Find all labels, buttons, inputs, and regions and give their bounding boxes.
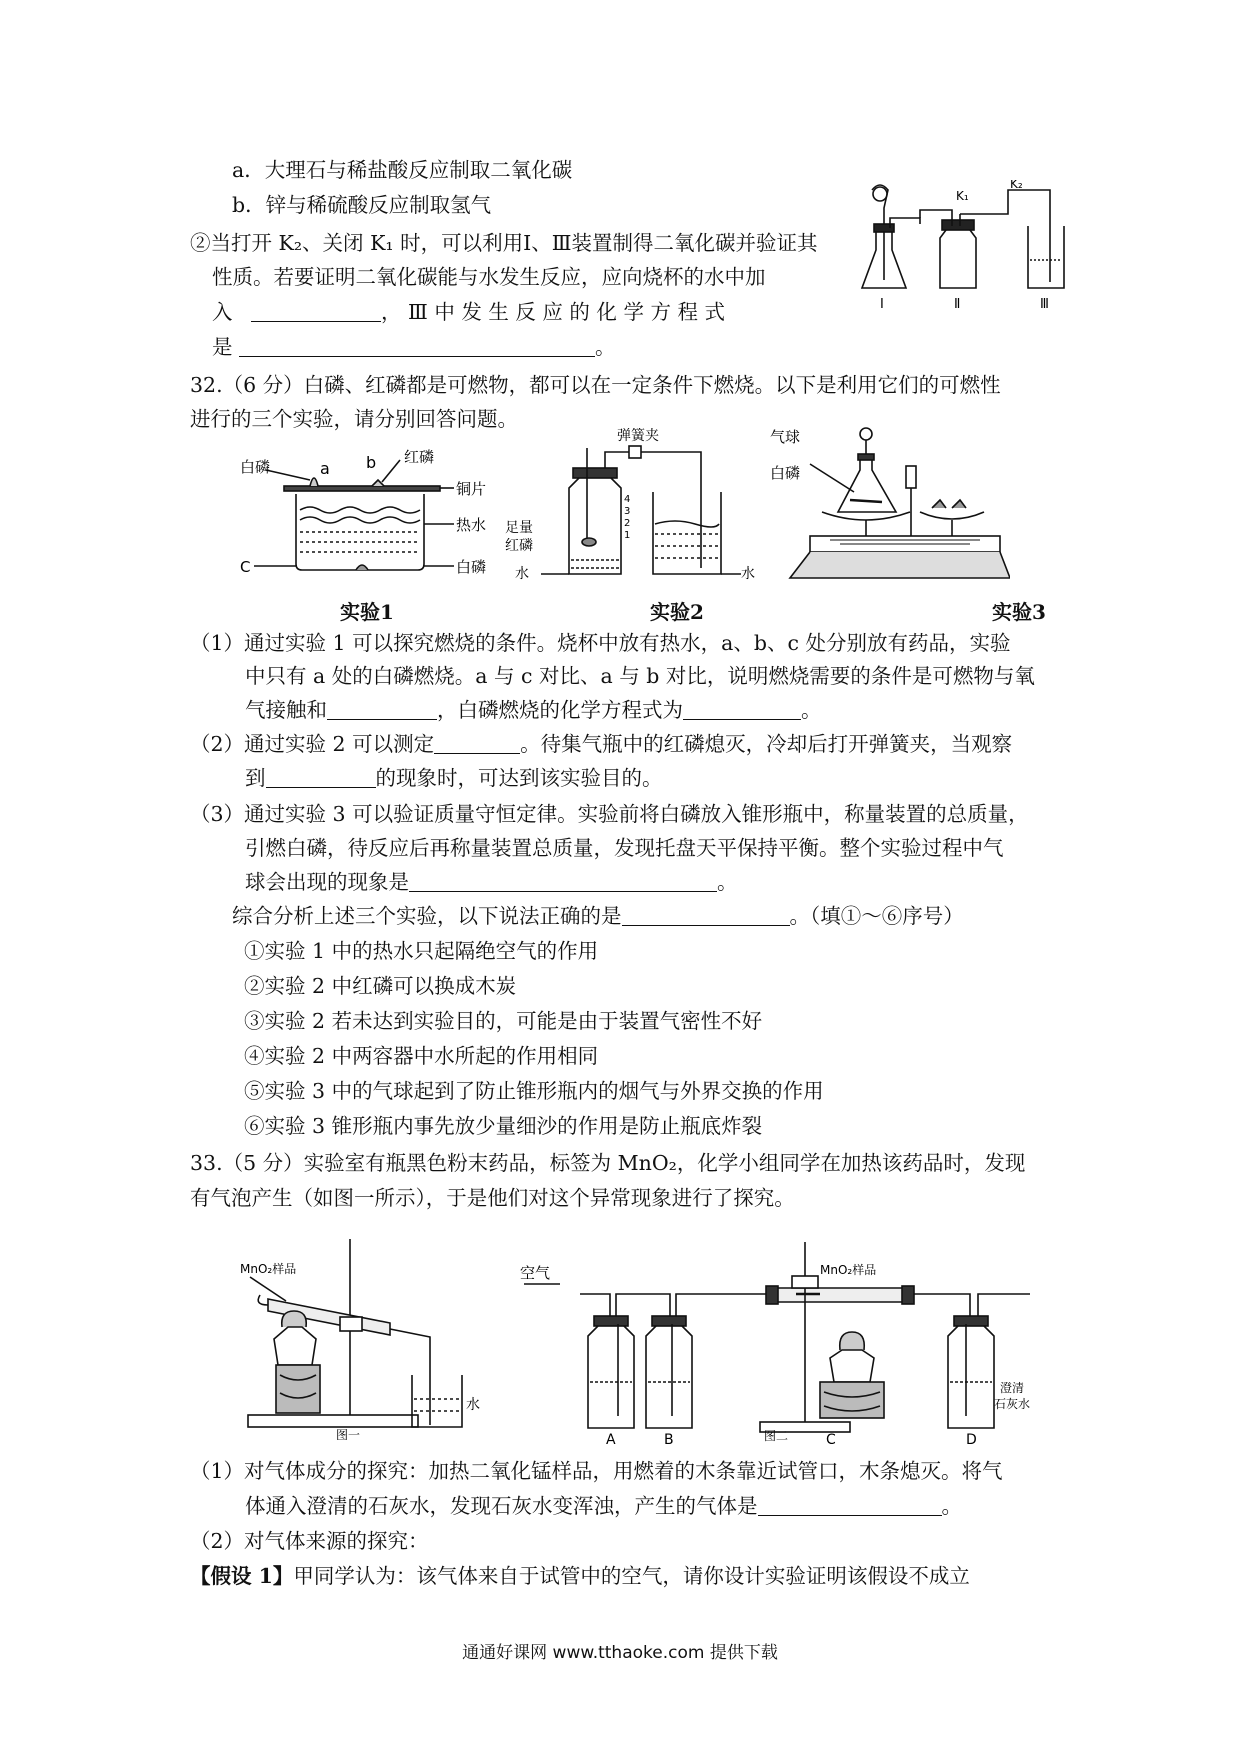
q32-sub1-line3-mid: ，白磷燃烧的化学方程式为: [437, 698, 683, 722]
q31-label-i: Ⅰ: [880, 297, 884, 312]
q32-blank-balloon[interactable]: [409, 871, 717, 892]
page-footer: 通通好课网 www.tthaoke.com 提供下载: [462, 1643, 778, 1663]
exp2-label-water-right: 水: [741, 566, 755, 582]
exp2-mark-1: 1: [624, 530, 631, 541]
q33-fig2-label-sample: MnO₂样品: [820, 1263, 877, 1277]
q33-hypothesis1-text: 甲同学认为：该气体来自于试管中的空气，请你设计实验证明该假设不成立: [293, 1564, 970, 1588]
q33-fig2-label-air: 空气: [520, 1264, 551, 1282]
q32-blank-phenomenon[interactable]: [266, 767, 376, 788]
q32-option-3: ③实验 2 若未达到实验目的，可能是由于装置气密性不好: [244, 1009, 763, 1033]
q33-figure1: [240, 1235, 510, 1440]
q32-caption-experiment1: 实验1: [340, 600, 394, 624]
q32-intro-line2: 进行的三个实验，请分别回答问题。: [190, 407, 518, 431]
q32-experiment1-figure: [240, 440, 500, 580]
exp2-label-clamp: 弹簧夹: [617, 428, 659, 444]
q33-sub1-line1: （1）对气体成分的探究：加热二氧化锰样品，用燃着的木条靠近试管口，木条熄灭。将气: [190, 1459, 1003, 1483]
q31-part2-line3-end: ， Ⅲ 中 发 生 反 应 的 化 学 方 程 式: [381, 300, 725, 324]
q32-sub2-line1-start: （2）通过实验 2 可以测定: [190, 732, 435, 756]
q32-option-4: ④实验 2 中两容器中水所起的作用相同: [244, 1044, 599, 1068]
q32-sub3-line2: 引燃白磷，待反应后再称量装置总质量，发现托盘天平保持平衡。整个实验过程中气: [245, 836, 1004, 860]
exp1-label-white-phosphorus: 白磷: [240, 458, 271, 476]
q33-sub1-line2: [245, 1493, 962, 1519]
q32-blank-correct-options[interactable]: [622, 905, 790, 926]
q33-sub2: （2）对气体来源的探究：: [190, 1529, 429, 1553]
q33-fig1-label-sample: MnO₂样品: [240, 1262, 297, 1276]
q33-figure2: [520, 1232, 1040, 1447]
exp3-label-white-phosphorus: 白磷: [770, 464, 801, 482]
q31-apparatus-figure: [860, 180, 1070, 315]
q32-option-5: ⑤实验 3 中的气球起到了防止锥形瓶内的烟气与外界交换的作用: [244, 1079, 824, 1103]
q32-summary: [232, 903, 964, 929]
q31-part2-line3-start: 入: [212, 300, 233, 324]
q31-label-ii: Ⅱ: [954, 297, 961, 312]
q32-summary-start: 综合分析上述三个实验，以下说法正确的是: [232, 904, 622, 928]
q31-part2-line4: [212, 334, 616, 360]
q33-blank-gas[interactable]: [758, 1495, 942, 1516]
q33-intro-line1: 33.（5 分）实验室有瓶黑色粉末药品，标签为 MnO₂，化学小组同学在加热该药品时，发现: [190, 1151, 1026, 1175]
q33-fig2-caption: 图二: [764, 1429, 789, 1443]
q32-caption-experiment3: 实验3: [992, 600, 1046, 624]
q32-experiment2-figure: [505, 428, 755, 588]
q33-sub1-line2-end: 。: [941, 1494, 962, 1518]
q31-blank-reagent[interactable]: [251, 301, 381, 322]
q32-experiment3-figure: [770, 420, 1010, 585]
q32-sub1-line2: 中只有 a 处的白磷燃烧。a 与 c 对比、a 与 b 对比，说明燃烧需要的条件是可燃物与氧: [245, 664, 1035, 688]
q32-sub2-line2-start: 到: [245, 766, 266, 790]
q31-part2-line4-end: 。: [595, 335, 616, 359]
q33-fig2-label-clear: 澄清: [1000, 1381, 1025, 1395]
q32-sub3-line1: （3）通过实验 3 可以验证质量守恒定律。实验前将白磷放入锥形瓶中，称量装置的总质量，: [190, 802, 1029, 826]
exp2-mark-2: 2: [624, 518, 631, 529]
q31-part2-line2: 性质。若要证明二氧化碳能与水发生反应，应向烧杯的水中加: [212, 265, 766, 289]
q32-sub1-line3: [245, 697, 822, 723]
q32-blank-condition[interactable]: [327, 699, 437, 720]
exp1-label-b: b: [366, 453, 377, 472]
exp1-label-a: a: [320, 459, 330, 478]
q32-sub1-line1: （1）通过实验 1 可以探究燃烧的条件。烧杯中放有热水，a、b、c 处分别放有药品，实验: [190, 631, 1011, 655]
q31-option-a: a．大理石与稀盐酸反应制取二氧化碳: [232, 158, 573, 182]
exp2-label-red-phosphorus: 红磷: [505, 538, 533, 554]
exp2-mark-3: 3: [624, 506, 631, 517]
q33-fig1-label-water: 水: [466, 1397, 480, 1413]
exp1-label-c: C: [240, 558, 251, 576]
exp2-label-water-left: 水: [515, 566, 529, 582]
q33-intro-line2: 有气泡产生（如图一所示），于是他们对这个异常现象进行了探究。: [190, 1186, 795, 1210]
q33-fig1-caption: 图一: [336, 1428, 361, 1440]
q33-sub1-line2-start: 体通入澄清的石灰水，发现石灰水变浑浊，产生的气体是: [245, 1494, 758, 1518]
q33-fig2-label-limewater: 石灰水: [994, 1397, 1031, 1411]
q33-hypothesis1-tag: 【假设 1】: [190, 1564, 294, 1588]
q33-fig2-label-d: D: [966, 1432, 977, 1447]
q32-sub1-line3-start: 气接触和: [245, 698, 327, 722]
q32-option-2: ②实验 2 中红磷可以换成木炭: [244, 974, 517, 998]
q32-summary-end: 。（填①～⑥序号）: [789, 904, 964, 928]
exp1-label-red-phosphorus: 红磷: [404, 448, 435, 466]
q32-sub2-line2: [245, 765, 663, 791]
q31-part2-line4-start: 是: [212, 335, 233, 359]
exp2-mark-4: 4: [624, 494, 631, 505]
q32-sub2-line1: [190, 731, 1012, 757]
exp1-label-white-phosphorus-2: 白磷: [456, 558, 487, 576]
q33-fig2-label-c: C: [826, 1432, 836, 1447]
q33-fig2-label-a: A: [606, 1432, 616, 1447]
q32-sub2-line1-end: 。待集气瓶中的红磷熄灭，冷却后打开弹簧夹，当观察: [520, 732, 1013, 756]
q31-label-k2: K₂: [1010, 180, 1023, 191]
q31-option-b: b．锌与稀硫酸反应制取氢气: [232, 193, 492, 217]
q32-caption-experiment2: 实验2: [650, 600, 704, 624]
q32-sub2-line2-end: 的现象时，可达到该实验目的。: [375, 766, 663, 790]
q31-blank-equation[interactable]: [239, 336, 595, 357]
q32-sub3-line3: [245, 869, 738, 895]
q33-hypothesis1: [190, 1563, 970, 1589]
exp2-label-enough: 足量: [505, 520, 533, 536]
q32-sub3-line3-start: 球会出现的现象是: [245, 870, 409, 894]
q32-sub1-line3-end: 。: [801, 698, 822, 722]
q32-intro-line1: 32.（6 分）白磷、红磷都是可燃物，都可以在一定条件下燃烧。以下是利用它们的可燃性: [190, 373, 1001, 397]
q31-part2-line3: [212, 299, 725, 325]
q32-blank-measure[interactable]: [434, 733, 520, 754]
exp1-label-copper-sheet: 铜片: [456, 480, 487, 498]
q31-label-iii: Ⅲ: [1040, 297, 1049, 312]
q31-label-k1: K₁: [956, 189, 969, 203]
exp3-label-balloon: 气球: [770, 428, 801, 446]
q32-option-6: ⑥实验 3 锥形瓶内事先放少量细沙的作用是防止瓶底炸裂: [244, 1114, 763, 1138]
q31-part2-line1: ②当打开 K₂、关闭 K₁ 时，可以利用Ⅰ、Ⅲ装置制得二氧化碳并验证其: [190, 231, 818, 255]
exp1-label-hot-water: 热水: [456, 516, 487, 534]
q33-fig2-label-b: B: [664, 1432, 674, 1447]
q32-blank-equation[interactable]: [683, 699, 801, 720]
q32-option-1: ①实验 1 中的热水只起隔绝空气的作用: [244, 939, 599, 963]
q32-sub3-line3-end: 。: [717, 870, 738, 894]
